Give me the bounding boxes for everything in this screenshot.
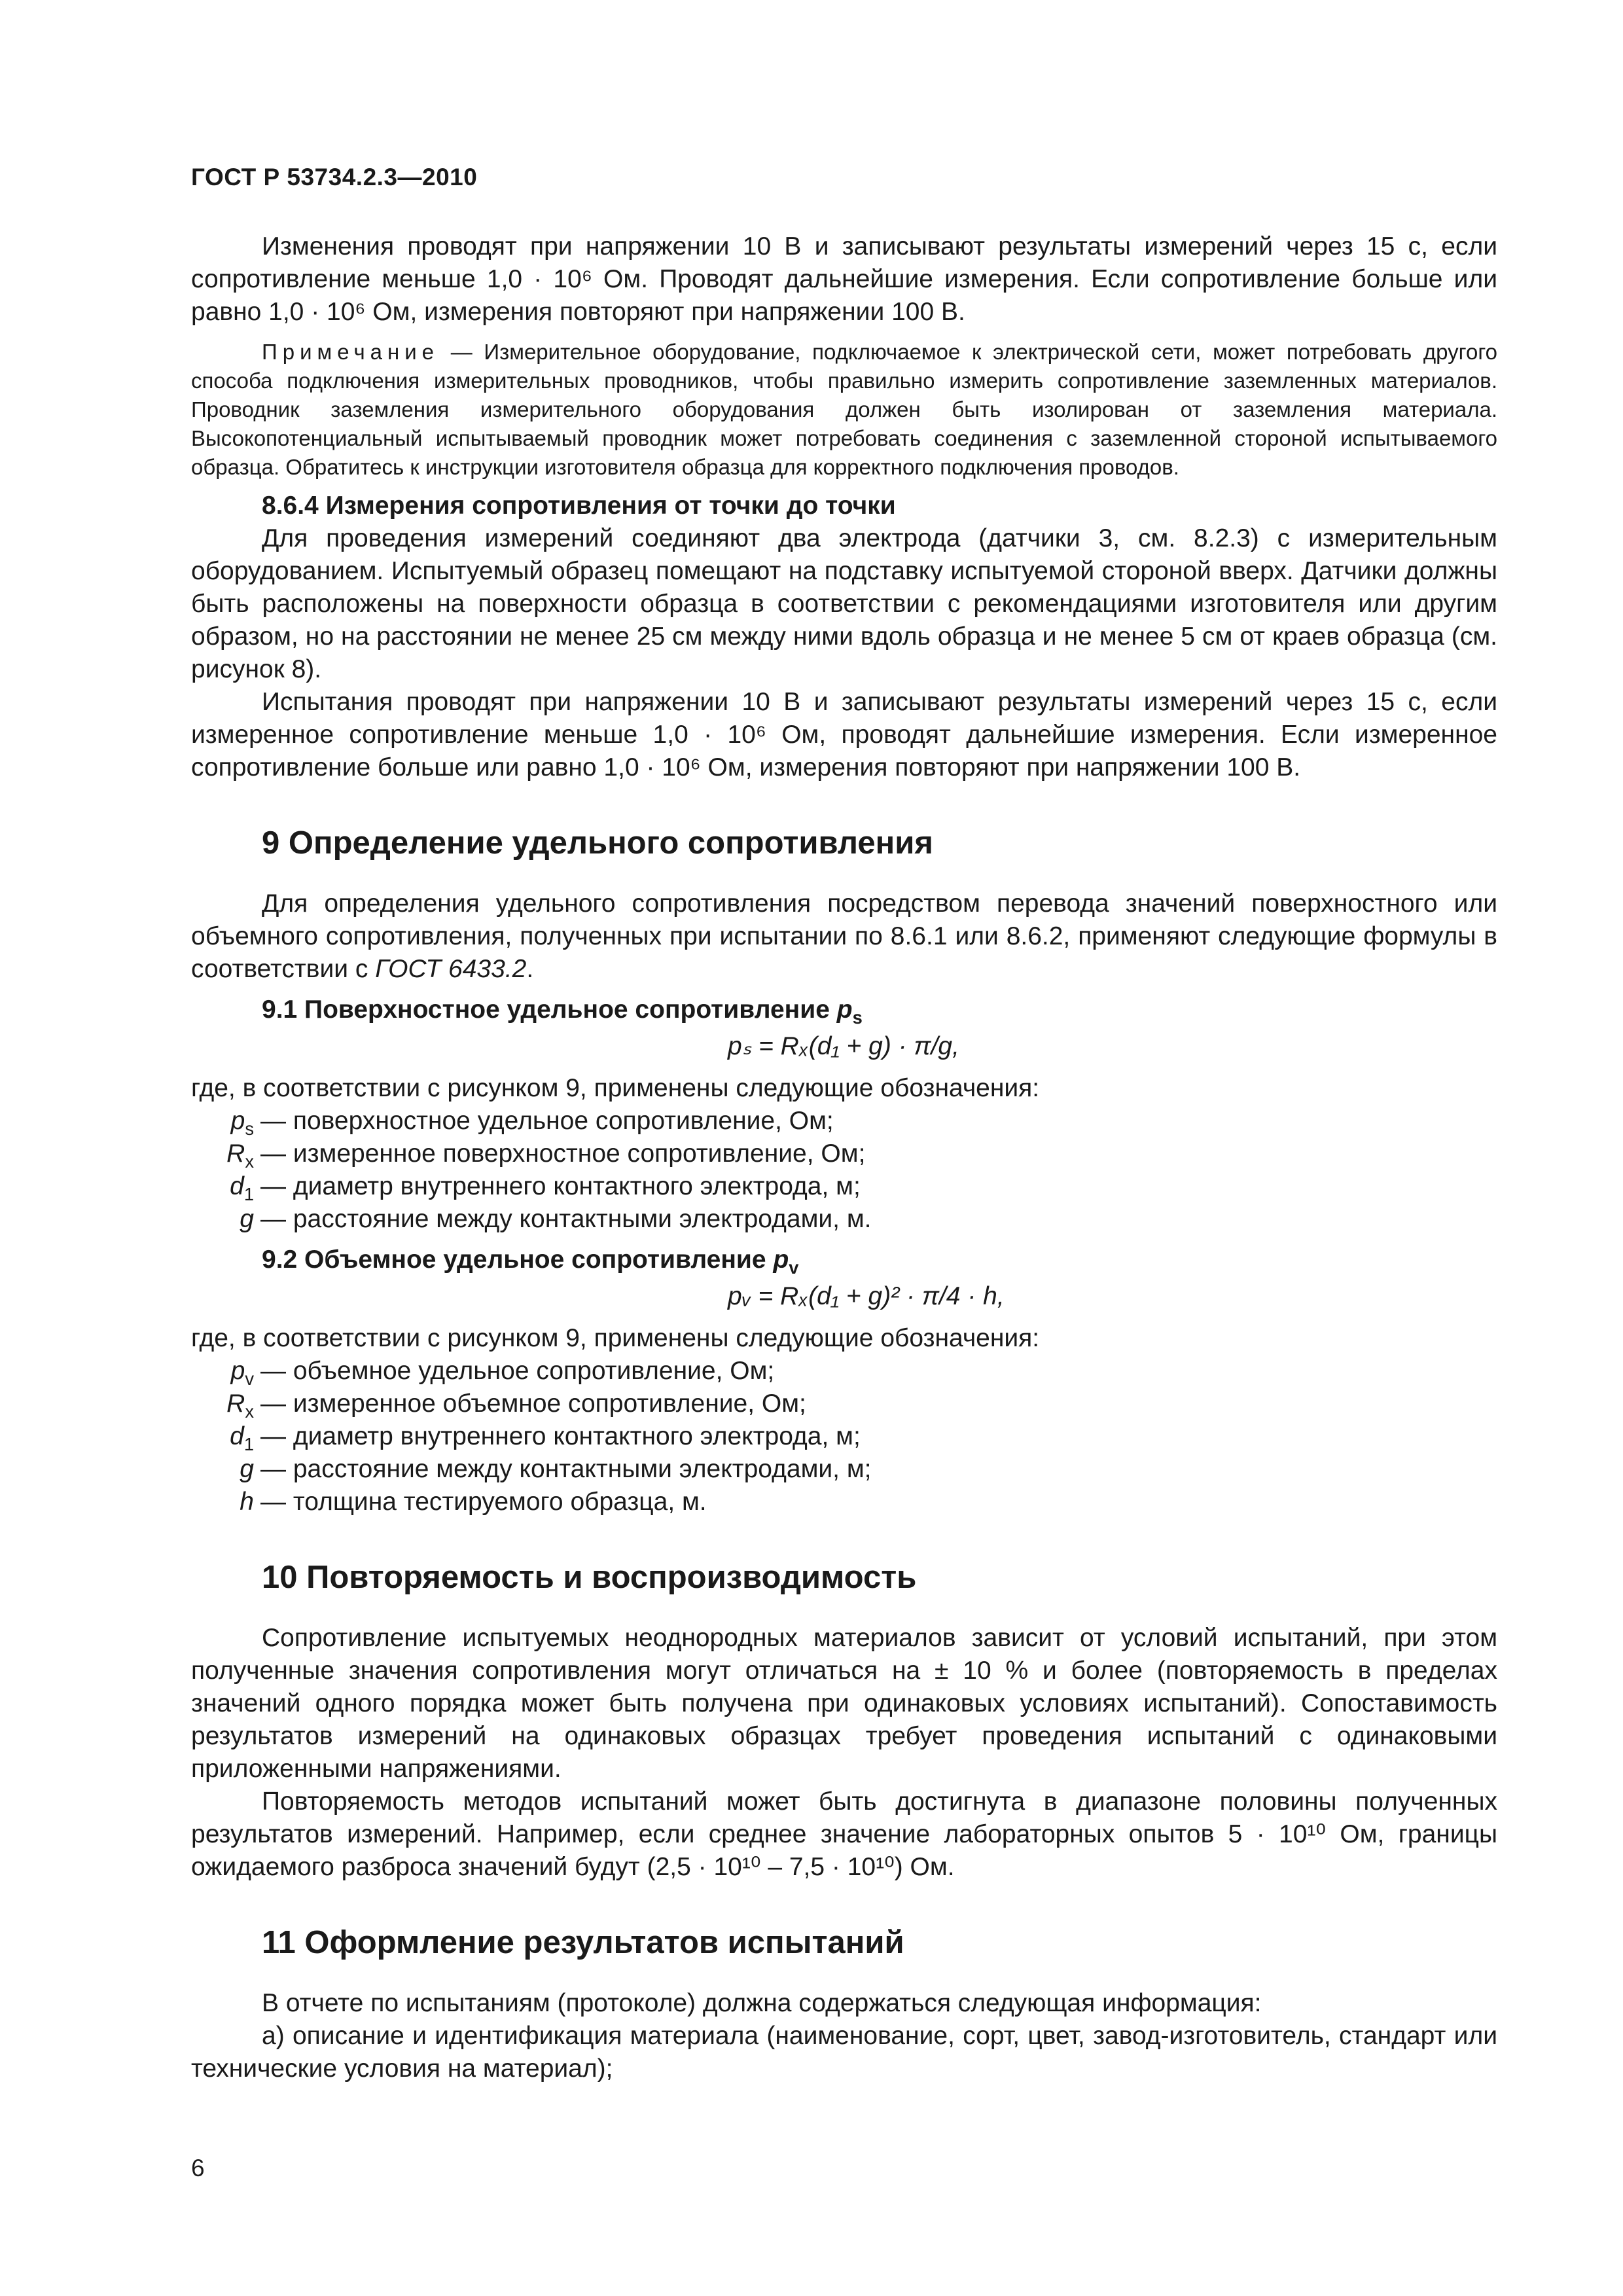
- where-clause-1: где, в соответствии с рисунком 9, применены следующие обозначения:: [191, 1074, 1040, 1102]
- section-9-1-symbol: p: [836, 996, 853, 1024]
- section-9-text: Для определения удельного сопротивления посредством перевода значений поверхностного или объемного сопротивления, полученных при испытании по 8.6.1 или 8.6.2, применяют следующие формулы в соответствии с: [191, 889, 1497, 983]
- definition-text: — поверхностное удельное сопротивление, Ом;: [260, 1107, 834, 1135]
- note-label: Примечание: [262, 340, 440, 364]
- definition-text: — диаметр внутреннего контактного электрода, м;: [260, 1422, 861, 1450]
- section-9-2-symbol: p: [773, 1246, 789, 1274]
- formula-surface-resistivity: pₛ = Rₓ(d₁ + g) · π/g,: [728, 1032, 959, 1060]
- section-11-item-a: а) описание и идентификация материала (наименование, сорт, цвет, завод-изготовитель, стандарт или технические условия на материал);: [191, 2022, 1497, 2083]
- definition-text: — измеренное поверхностное сопротивление, Ом;: [260, 1139, 866, 1168]
- definition-row: [191, 1203, 1497, 1236]
- symbol: g: [240, 1205, 254, 1233]
- note-paragraph: [191, 338, 1497, 482]
- definition-row: [191, 1355, 1497, 1388]
- definition-row: [191, 1388, 1497, 1420]
- symbol-sub: x: [245, 1151, 254, 1172]
- section-10-paragraph-2: Повторяемость методов испытаний может быть достигнута в диапазоне половины полученных результатов измерений. Например, если среднее значение лабораторных опытов 5 · 10¹⁰ Ом, границы ожидаемого разброса значений будут (2,5 · 10¹⁰ – 7,5 · 10¹⁰) Ом.: [191, 1787, 1497, 1881]
- symbol: R: [226, 1139, 245, 1168]
- symbol-sub: 1: [243, 1183, 254, 1204]
- symbol-sub: 1: [243, 1433, 254, 1454]
- symbol: p: [230, 1357, 245, 1385]
- section-9-2-heading: [191, 1244, 1497, 1276]
- definition-text: — толщина тестируемого образца, м.: [260, 1488, 707, 1516]
- section-9-1-title: 9.1 Поверхностное удельное сопротивление: [262, 996, 830, 1024]
- definition-row: [191, 1453, 1497, 1486]
- symbol-sub: s: [245, 1118, 254, 1139]
- symbol: p: [230, 1107, 245, 1135]
- section-9-paragraph: [191, 888, 1497, 986]
- symbol-sub: v: [245, 1368, 254, 1389]
- where-clause-2: где, в соответствии с рисунком 9, применены следующие обозначения:: [191, 1324, 1040, 1352]
- section-8-6-4-heading: 8.6.4 Измерения сопротивления от точки до точки: [262, 492, 896, 520]
- section-11-paragraph-1: В отчете по испытаниям (протоколе) должна содержаться следующая информация:: [262, 1989, 1262, 2017]
- definition-text: — объемное удельное сопротивление, Ом;: [260, 1357, 775, 1385]
- page-content: [191, 230, 1497, 2085]
- definition-text: — измеренное объемное сопротивление, Ом;: [260, 1390, 806, 1418]
- section-10-heading: 10 Повторяемость и воспроизводимость: [262, 1560, 917, 1595]
- section-9-2-title: 9.2 Объемное удельное сопротивление: [262, 1246, 766, 1274]
- definition-text: — расстояние между контактными электродами, м.: [260, 1205, 872, 1233]
- intro-paragraph: Изменения проводят при напряжении 10 В и записывают результаты измерений через 15 с, если сопротивление меньше 1,0 · 10⁶ Ом. Проводят дальнейшие измерения. Если сопротивление больше или равно 1,0 · 10⁶ Ом, измерения повторяют при напряжении 100 В.: [191, 232, 1497, 326]
- symbol: h: [240, 1488, 254, 1516]
- symbol: g: [240, 1455, 254, 1483]
- section-9-heading: 9 Определение удельного сопротивления: [262, 825, 933, 861]
- page-number: 6: [191, 2155, 205, 2181]
- formula-volume-resistivity: pᵥ = Rₓ(d₁ + g)² · π/4 · h,: [728, 1282, 1005, 1310]
- standard-code: ГОСТ Р 53734.2.3—2010: [191, 164, 478, 190]
- section-11-heading: 11 Оформление результатов испытаний: [262, 1925, 904, 1960]
- gost-reference: ГОСТ 6433.2: [375, 955, 527, 983]
- symbol-sub: x: [245, 1401, 254, 1422]
- section-9-2-symbol-sub: v: [789, 1257, 799, 1278]
- note-text: — Измерительное оборудование, подключаемое к электрической сети, может потребовать другого способа подключения измерительных проводников, чтобы правильно измерить сопротивление заземленных материалов. Проводник заземления измерительного оборудования должен быть изолирован от заземления материала. Высокопотенциальный испытываемый проводник может потребовать соединения с заземленной стороной испытываемого образца. Обратитесь к инструкции изготовителя образца для корректного подключения проводов.: [191, 340, 1497, 479]
- section-8-6-4-paragraph-1: Для проведения измерений соединяют два электрода (датчики 3, см. 8.2.3) с измерительным оборудованием. Испытуемый образец помещают на подставку испытуемой стороной вверх. Датчики должны быть расположены на поверхности образца в соответствии с рекомендациями изготовителя или другим образом, но на расстоянии не менее 25 см между ними вдоль образца и не менее 5 см от краев образца (см. рисунок 8).: [191, 524, 1497, 683]
- symbol: d: [230, 1422, 244, 1450]
- definition-row: [191, 1420, 1497, 1453]
- symbol: R: [226, 1390, 245, 1418]
- section-8-6-4-paragraph-2: Испытания проводят при напряжении 10 В и записывают результаты измерений через 15 с, если измеренное сопротивление меньше 1,0 · 10⁶ Ом, проводят дальнейшие измерения. Если измеренное сопротивление больше или равно 1,0 · 10⁶ Ом, измерения повторяют при напряжении 100 В.: [191, 688, 1497, 781]
- definition-row: [191, 1486, 1497, 1518]
- section-9-text-end: .: [526, 955, 534, 983]
- definitions-list-1: [191, 1105, 1497, 1236]
- section-10-paragraph-1: Сопротивление испытуемых неоднородных материалов зависит от условий испытаний, при этом полученные значения сопротивления могут отличаться на ± 10 % и более (повторяемость в пределах значений одного порядка может быть получена при одинаковых условиях испытаний). Сопоставимость результатов измерений на одинаковых образцах требует проведения испытаний с одинаковыми приложенными напряжениями.: [191, 1624, 1497, 1783]
- section-9-1-heading: [191, 994, 1497, 1026]
- section-9-1-symbol-sub: s: [852, 1007, 863, 1028]
- definition-row: [191, 1170, 1497, 1203]
- definition-text: — расстояние между контактными электродами, м;: [260, 1455, 872, 1483]
- symbol: d: [230, 1172, 244, 1200]
- definition-row: [191, 1105, 1497, 1138]
- definition-row: [191, 1138, 1497, 1170]
- definitions-list-2: [191, 1355, 1497, 1518]
- definition-text: — диаметр внутреннего контактного электрода, м;: [260, 1172, 861, 1200]
